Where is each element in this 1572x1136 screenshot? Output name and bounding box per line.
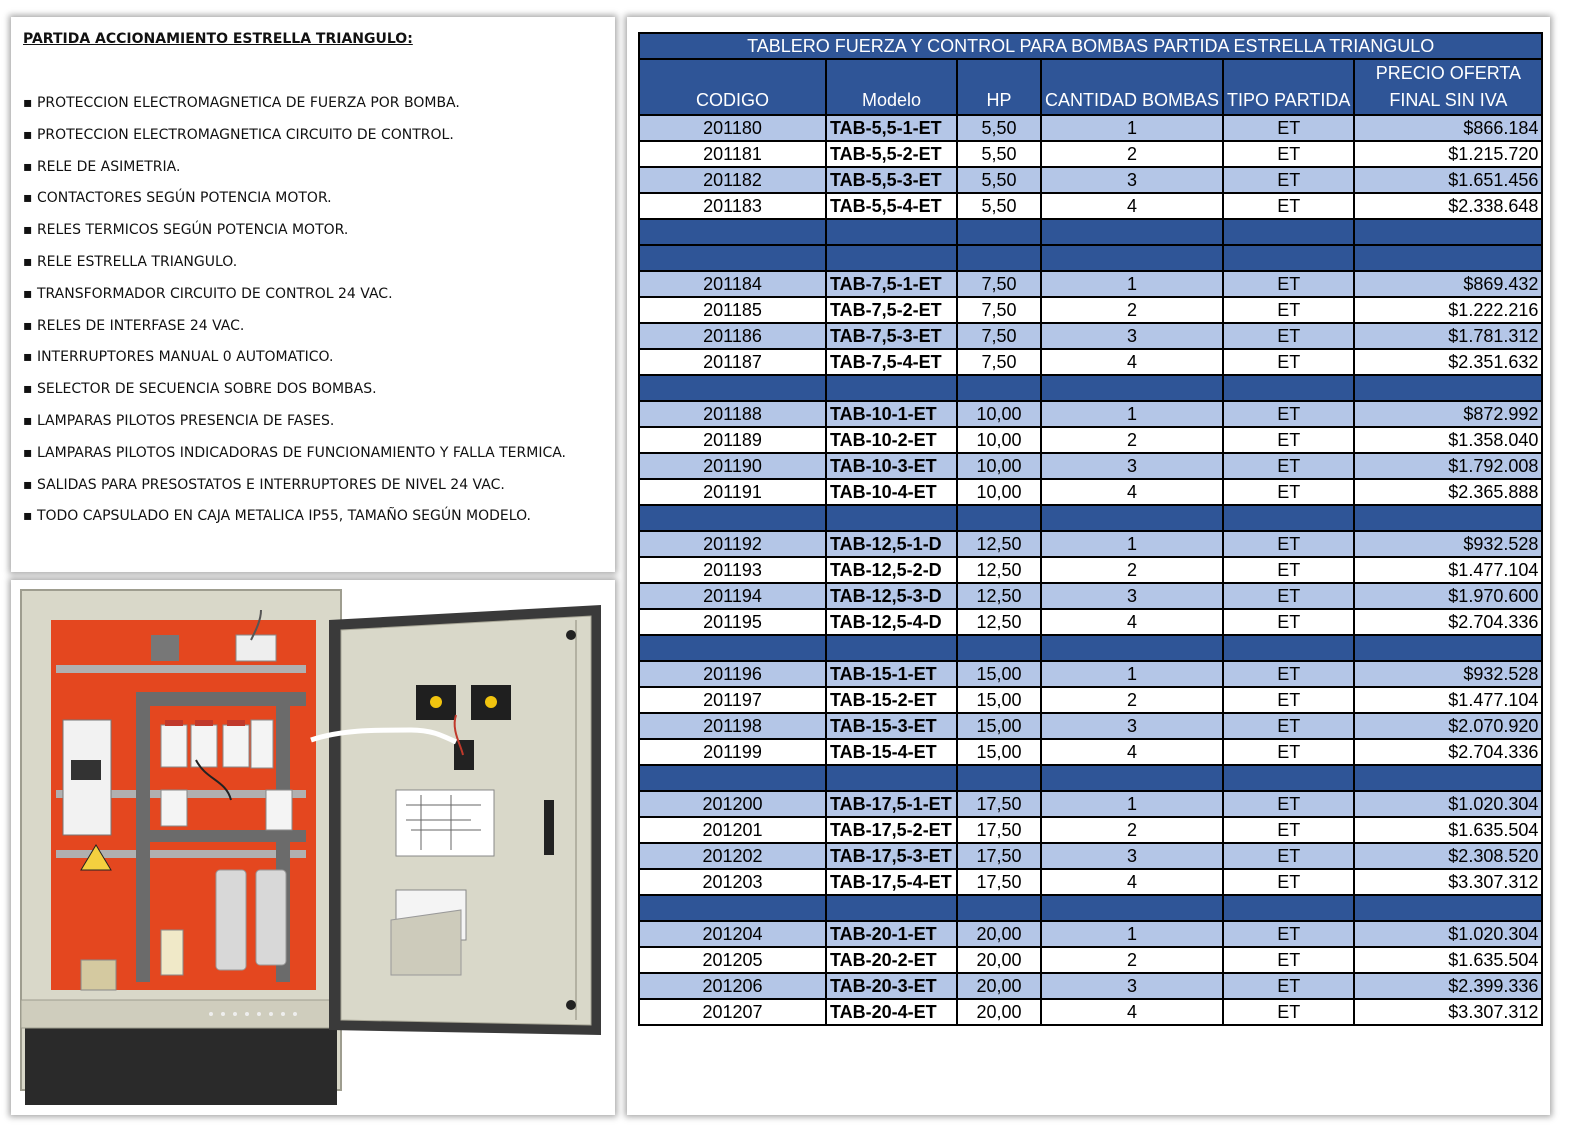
separator-cell bbox=[1041, 895, 1223, 921]
separator-cell bbox=[1041, 765, 1223, 791]
cell-cantidad: 3 bbox=[1041, 583, 1223, 609]
separator-cell bbox=[1354, 505, 1542, 531]
cell-hp: 15,00 bbox=[957, 661, 1041, 687]
spec-item: ▪ CONTACTORES SEGÚN POTENCIA MOTOR. bbox=[23, 190, 332, 207]
cell-cantidad: 4 bbox=[1041, 999, 1223, 1025]
table-row bbox=[639, 427, 1542, 453]
cell-hp: 5,50 bbox=[957, 167, 1041, 193]
cell-modelo: TAB-7,5-2-ET bbox=[826, 297, 957, 323]
cell-precio: $1.635.504 bbox=[1354, 947, 1542, 973]
cell-precio: $2.070.920 bbox=[1354, 713, 1542, 739]
cell-cantidad: 2 bbox=[1041, 947, 1223, 973]
separator-cell bbox=[1223, 219, 1354, 245]
cell-precio: $3.307.312 bbox=[1354, 869, 1542, 895]
cell-modelo: TAB-15-2-ET bbox=[826, 687, 957, 713]
spec-item: ▪ INTERRUPTORES MANUAL 0 AUTOMATICO. bbox=[23, 349, 334, 366]
table-row bbox=[639, 479, 1542, 505]
cell-cantidad: 3 bbox=[1041, 323, 1223, 349]
table-title: TABLERO FUERZA Y CONTROL PARA BOMBAS PARTIDA ESTRELLA TRIANGULO bbox=[639, 33, 1542, 59]
table-row bbox=[639, 973, 1542, 999]
cell-precio: $1.792.008 bbox=[1354, 453, 1542, 479]
cell-codigo: 201196 bbox=[639, 661, 826, 687]
cell-hp: 7,50 bbox=[957, 271, 1041, 297]
cell-hp: 17,50 bbox=[957, 817, 1041, 843]
header-hp: HP bbox=[957, 59, 1041, 115]
header-precio bbox=[1354, 59, 1542, 115]
cell-precio: $1.477.104 bbox=[1354, 557, 1542, 583]
separator-cell bbox=[826, 245, 957, 271]
separator-cell bbox=[1354, 895, 1542, 921]
cell-tipo: ET bbox=[1223, 973, 1354, 999]
electrical-cabinet-image bbox=[11, 580, 615, 1115]
cell-tipo: ET bbox=[1223, 115, 1354, 141]
cell-codigo: 201201 bbox=[639, 817, 826, 843]
cell-hp: 10,00 bbox=[957, 427, 1041, 453]
cell-tipo: ET bbox=[1223, 817, 1354, 843]
cell-codigo: 201194 bbox=[639, 583, 826, 609]
table-row bbox=[639, 921, 1542, 947]
separator-cell bbox=[1041, 245, 1223, 271]
cell-tipo: ET bbox=[1223, 947, 1354, 973]
cell-precio: $3.307.312 bbox=[1354, 999, 1542, 1025]
cell-precio: $869.432 bbox=[1354, 271, 1542, 297]
cell-hp: 10,00 bbox=[957, 401, 1041, 427]
cell-precio: $1.215.720 bbox=[1354, 141, 1542, 167]
cell-cantidad: 1 bbox=[1041, 661, 1223, 687]
cell-hp: 5,50 bbox=[957, 193, 1041, 219]
cell-codigo: 201191 bbox=[639, 479, 826, 505]
cell-hp: 20,00 bbox=[957, 921, 1041, 947]
cell-codigo: 201199 bbox=[639, 739, 826, 765]
spec-item: ▪ TODO CAPSULADO EN CAJA METALICA IP55, TAMAÑO SEGÚN MODELO. bbox=[23, 508, 531, 525]
cell-cantidad: 2 bbox=[1041, 427, 1223, 453]
separator-row bbox=[639, 635, 1542, 661]
table-row bbox=[639, 713, 1542, 739]
cell-precio: $1.477.104 bbox=[1354, 687, 1542, 713]
table-row bbox=[639, 661, 1542, 687]
cell-modelo: TAB-20-1-ET bbox=[826, 921, 957, 947]
cell-hp: 15,00 bbox=[957, 739, 1041, 765]
separator-row bbox=[639, 219, 1542, 245]
cell-modelo: TAB-20-2-ET bbox=[826, 947, 957, 973]
cell-modelo: TAB-5,5-4-ET bbox=[826, 193, 957, 219]
cell-codigo: 201190 bbox=[639, 453, 826, 479]
spec-list bbox=[23, 93, 566, 538]
cell-tipo: ET bbox=[1223, 167, 1354, 193]
spec-item: ▪ LAMPARAS PILOTOS PRESENCIA DE FASES. bbox=[23, 412, 335, 429]
cell-modelo: TAB-12,5-2-D bbox=[826, 557, 957, 583]
separator-cell bbox=[1041, 505, 1223, 531]
cell-tipo: ET bbox=[1223, 531, 1354, 557]
cell-hp: 7,50 bbox=[957, 349, 1041, 375]
cell-cantidad: 4 bbox=[1041, 349, 1223, 375]
table-row bbox=[639, 271, 1542, 297]
separator-cell bbox=[826, 505, 957, 531]
cell-precio: $1.970.600 bbox=[1354, 583, 1542, 609]
cell-modelo: TAB-7,5-3-ET bbox=[826, 323, 957, 349]
cell-hp: 20,00 bbox=[957, 947, 1041, 973]
separator-cell bbox=[826, 895, 957, 921]
separator-cell bbox=[1041, 375, 1223, 401]
cell-tipo: ET bbox=[1223, 323, 1354, 349]
separator-cell bbox=[1223, 375, 1354, 401]
cell-hp: 5,50 bbox=[957, 115, 1041, 141]
cell-cantidad: 1 bbox=[1041, 115, 1223, 141]
cell-modelo: TAB-17,5-1-ET bbox=[826, 791, 957, 817]
cell-tipo: ET bbox=[1223, 739, 1354, 765]
cell-precio: $2.351.632 bbox=[1354, 349, 1542, 375]
cell-codigo: 201188 bbox=[639, 401, 826, 427]
cell-cantidad: 2 bbox=[1041, 297, 1223, 323]
cell-modelo: TAB-17,5-4-ET bbox=[826, 869, 957, 895]
separator-cell bbox=[639, 219, 826, 245]
cell-cantidad: 4 bbox=[1041, 869, 1223, 895]
separator-cell bbox=[1223, 635, 1354, 661]
cell-tipo: ET bbox=[1223, 427, 1354, 453]
separator-cell bbox=[826, 375, 957, 401]
separator-cell bbox=[957, 895, 1041, 921]
cell-modelo: TAB-10-1-ET bbox=[826, 401, 957, 427]
cell-codigo: 201202 bbox=[639, 843, 826, 869]
separator-cell bbox=[1223, 505, 1354, 531]
separator-cell bbox=[957, 245, 1041, 271]
table-row bbox=[639, 947, 1542, 973]
table-row bbox=[639, 791, 1542, 817]
cell-tipo: ET bbox=[1223, 999, 1354, 1025]
cell-cantidad: 3 bbox=[1041, 167, 1223, 193]
cell-modelo: TAB-5,5-2-ET bbox=[826, 141, 957, 167]
separator-cell bbox=[639, 245, 826, 271]
separator-row bbox=[639, 765, 1542, 791]
cell-cantidad: 3 bbox=[1041, 973, 1223, 999]
separator-cell bbox=[1354, 375, 1542, 401]
cell-codigo: 201185 bbox=[639, 297, 826, 323]
separator-cell bbox=[1041, 635, 1223, 661]
cell-hp: 15,00 bbox=[957, 687, 1041, 713]
table-row bbox=[639, 869, 1542, 895]
cell-precio: $1.781.312 bbox=[1354, 323, 1542, 349]
cell-precio: $1.222.216 bbox=[1354, 297, 1542, 323]
cell-hp: 20,00 bbox=[957, 999, 1041, 1025]
cell-tipo: ET bbox=[1223, 791, 1354, 817]
cell-tipo: ET bbox=[1223, 193, 1354, 219]
cell-modelo: TAB-17,5-2-ET bbox=[826, 817, 957, 843]
separator-cell bbox=[957, 219, 1041, 245]
cell-codigo: 201200 bbox=[639, 791, 826, 817]
cell-cantidad: 4 bbox=[1041, 479, 1223, 505]
cell-precio: $866.184 bbox=[1354, 115, 1542, 141]
cell-precio: $932.528 bbox=[1354, 531, 1542, 557]
separator-cell bbox=[1223, 765, 1354, 791]
cell-codigo: 201207 bbox=[639, 999, 826, 1025]
table-row bbox=[639, 739, 1542, 765]
cell-precio: $2.704.336 bbox=[1354, 739, 1542, 765]
photo-card bbox=[11, 580, 615, 1115]
separator-cell bbox=[957, 635, 1041, 661]
cell-hp: 17,50 bbox=[957, 843, 1041, 869]
table-row bbox=[639, 843, 1542, 869]
spec-card bbox=[11, 17, 615, 572]
cell-codigo: 201181 bbox=[639, 141, 826, 167]
header-codigo: CODIGO bbox=[639, 59, 826, 115]
table-row bbox=[639, 687, 1542, 713]
cell-modelo: TAB-20-3-ET bbox=[826, 973, 957, 999]
header-modelo: Modelo bbox=[826, 59, 957, 115]
cell-cantidad: 2 bbox=[1041, 141, 1223, 167]
cell-modelo: TAB-15-3-ET bbox=[826, 713, 957, 739]
cell-cantidad: 4 bbox=[1041, 609, 1223, 635]
cell-hp: 10,00 bbox=[957, 479, 1041, 505]
separator-cell bbox=[639, 505, 826, 531]
separator-cell bbox=[957, 765, 1041, 791]
header-precio-line2: FINAL SIN IVA bbox=[1389, 90, 1508, 110]
spec-item: ▪ RELES DE INTERFASE 24 VAC. bbox=[23, 317, 245, 334]
cell-codigo: 201189 bbox=[639, 427, 826, 453]
cell-codigo: 201205 bbox=[639, 947, 826, 973]
cell-modelo: TAB-5,5-3-ET bbox=[826, 167, 957, 193]
cell-modelo: TAB-10-4-ET bbox=[826, 479, 957, 505]
header-tipo-partida: TIPO PARTIDA bbox=[1223, 59, 1354, 115]
table-row bbox=[639, 531, 1542, 557]
cell-tipo: ET bbox=[1223, 557, 1354, 583]
cell-hp: 10,00 bbox=[957, 453, 1041, 479]
cell-codigo: 201183 bbox=[639, 193, 826, 219]
cell-codigo: 201186 bbox=[639, 323, 826, 349]
cell-cantidad: 3 bbox=[1041, 713, 1223, 739]
separator-cell bbox=[1354, 245, 1542, 271]
separator-cell bbox=[826, 219, 957, 245]
cell-hp: 20,00 bbox=[957, 973, 1041, 999]
cell-tipo: ET bbox=[1223, 713, 1354, 739]
cell-modelo: TAB-5,5-1-ET bbox=[826, 115, 957, 141]
cell-modelo: TAB-20-4-ET bbox=[826, 999, 957, 1025]
table-row bbox=[639, 453, 1542, 479]
spec-item: ▪ LAMPARAS PILOTOS INDICADORAS DE FUNCIONAMIENTO Y FALLA TERMICA. bbox=[23, 444, 567, 461]
table-row bbox=[639, 349, 1542, 375]
cell-tipo: ET bbox=[1223, 869, 1354, 895]
cell-codigo: 201197 bbox=[639, 687, 826, 713]
cell-hp: 17,50 bbox=[957, 869, 1041, 895]
table-row bbox=[639, 817, 1542, 843]
cell-tipo: ET bbox=[1223, 843, 1354, 869]
cell-hp: 7,50 bbox=[957, 323, 1041, 349]
separator-cell bbox=[1354, 219, 1542, 245]
table-row bbox=[639, 557, 1542, 583]
cell-codigo: 201187 bbox=[639, 349, 826, 375]
separator-cell bbox=[639, 895, 826, 921]
cell-modelo: TAB-12,5-4-D bbox=[826, 609, 957, 635]
table-row bbox=[639, 999, 1542, 1025]
cell-codigo: 201184 bbox=[639, 271, 826, 297]
cell-tipo: ET bbox=[1223, 401, 1354, 427]
cell-precio: $1.358.040 bbox=[1354, 427, 1542, 453]
cell-precio: $1.651.456 bbox=[1354, 167, 1542, 193]
separator-cell bbox=[639, 635, 826, 661]
cell-modelo: TAB-10-2-ET bbox=[826, 427, 957, 453]
cell-tipo: ET bbox=[1223, 661, 1354, 687]
cell-hp: 12,50 bbox=[957, 531, 1041, 557]
spec-item: ▪ RELE DE ASIMETRIA. bbox=[23, 158, 181, 175]
cell-codigo: 201192 bbox=[639, 531, 826, 557]
separator-cell bbox=[826, 765, 957, 791]
separator-row bbox=[639, 895, 1542, 921]
cell-tipo: ET bbox=[1223, 141, 1354, 167]
cell-tipo: ET bbox=[1223, 349, 1354, 375]
cell-codigo: 201203 bbox=[639, 869, 826, 895]
table-body bbox=[639, 115, 1542, 1025]
spec-item: ▪ RELES TERMICOS SEGÚN POTENCIA MOTOR. bbox=[23, 222, 349, 239]
spec-item: ▪ TRANSFORMADOR CIRCUITO DE CONTROL 24 VAC. bbox=[23, 285, 393, 302]
cell-cantidad: 1 bbox=[1041, 921, 1223, 947]
table-row bbox=[639, 323, 1542, 349]
cell-hp: 15,00 bbox=[957, 713, 1041, 739]
separator-cell bbox=[826, 635, 957, 661]
spec-item: ▪ SELECTOR DE SECUENCIA SOBRE DOS BOMBAS. bbox=[23, 381, 377, 398]
cell-hp: 17,50 bbox=[957, 791, 1041, 817]
cell-hp: 7,50 bbox=[957, 297, 1041, 323]
table-row bbox=[639, 609, 1542, 635]
cell-cantidad: 2 bbox=[1041, 557, 1223, 583]
cell-cantidad: 2 bbox=[1041, 687, 1223, 713]
cell-precio: $2.704.336 bbox=[1354, 609, 1542, 635]
separator-cell bbox=[1223, 245, 1354, 271]
cell-codigo: 201180 bbox=[639, 115, 826, 141]
table-row bbox=[639, 401, 1542, 427]
cell-modelo: TAB-10-3-ET bbox=[826, 453, 957, 479]
cell-hp: 12,50 bbox=[957, 609, 1041, 635]
table-row bbox=[639, 141, 1542, 167]
cell-cantidad: 1 bbox=[1041, 401, 1223, 427]
header-cantidad-bombas: CANTIDAD BOMBAS bbox=[1041, 59, 1223, 115]
table-row bbox=[639, 167, 1542, 193]
separator-cell bbox=[957, 375, 1041, 401]
spec-item: ▪ SALIDAS PARA PRESOSTATOS E INTERRUPTORES DE NIVEL 24 VAC. bbox=[23, 476, 505, 493]
separator-cell bbox=[1354, 765, 1542, 791]
cell-precio: $1.635.504 bbox=[1354, 817, 1542, 843]
cell-precio: $2.338.648 bbox=[1354, 193, 1542, 219]
cell-tipo: ET bbox=[1223, 453, 1354, 479]
cell-modelo: TAB-12,5-1-D bbox=[826, 531, 957, 557]
cell-codigo: 201206 bbox=[639, 973, 826, 999]
separator-cell bbox=[957, 505, 1041, 531]
cell-modelo: TAB-12,5-3-D bbox=[826, 583, 957, 609]
separator-row bbox=[639, 375, 1542, 401]
cell-modelo: TAB-15-4-ET bbox=[826, 739, 957, 765]
cell-codigo: 201195 bbox=[639, 609, 826, 635]
cell-precio: $2.308.520 bbox=[1354, 843, 1542, 869]
cell-modelo: TAB-15-1-ET bbox=[826, 661, 957, 687]
cell-codigo: 201182 bbox=[639, 167, 826, 193]
separator-row bbox=[639, 245, 1542, 271]
cell-tipo: ET bbox=[1223, 921, 1354, 947]
cell-modelo: TAB-17,5-3-ET bbox=[826, 843, 957, 869]
cell-modelo: TAB-7,5-1-ET bbox=[826, 271, 957, 297]
cell-cantidad: 1 bbox=[1041, 271, 1223, 297]
table-row bbox=[639, 583, 1542, 609]
cell-precio: $1.020.304 bbox=[1354, 791, 1542, 817]
price-table-card bbox=[627, 17, 1550, 1115]
cell-precio: $872.992 bbox=[1354, 401, 1542, 427]
spec-item: ▪ RELE ESTRELLA TRIANGULO. bbox=[23, 253, 238, 270]
cell-tipo: ET bbox=[1223, 297, 1354, 323]
separator-cell bbox=[639, 765, 826, 791]
cell-tipo: ET bbox=[1223, 479, 1354, 505]
spec-item: ▪ PROTECCION ELECTROMAGNETICA CIRCUITO DE CONTROL. bbox=[23, 126, 454, 143]
cell-cantidad: 1 bbox=[1041, 791, 1223, 817]
cell-codigo: 201204 bbox=[639, 921, 826, 947]
table-row bbox=[639, 297, 1542, 323]
cell-cantidad: 3 bbox=[1041, 843, 1223, 869]
separator-cell bbox=[639, 375, 826, 401]
cell-precio: $2.365.888 bbox=[1354, 479, 1542, 505]
cell-modelo: TAB-7,5-4-ET bbox=[826, 349, 957, 375]
cell-tipo: ET bbox=[1223, 687, 1354, 713]
table-row bbox=[639, 115, 1542, 141]
separator-cell bbox=[1223, 895, 1354, 921]
cell-cantidad: 1 bbox=[1041, 531, 1223, 557]
cell-tipo: ET bbox=[1223, 271, 1354, 297]
cell-cantidad: 3 bbox=[1041, 453, 1223, 479]
cell-codigo: 201193 bbox=[639, 557, 826, 583]
cell-codigo: 201198 bbox=[639, 713, 826, 739]
cell-tipo: ET bbox=[1223, 609, 1354, 635]
spec-title: PARTIDA ACCIONAMIENTO ESTRELLA TRIANGULO: bbox=[23, 31, 413, 47]
cell-precio: $2.399.336 bbox=[1354, 973, 1542, 999]
separator-row bbox=[639, 505, 1542, 531]
table-header-row bbox=[639, 59, 1542, 115]
cell-cantidad: 4 bbox=[1041, 739, 1223, 765]
header-precio-line1: PRECIO OFERTA bbox=[1375, 63, 1522, 83]
spec-item: ▪ PROTECCION ELECTROMAGNETICA DE FUERZA POR BOMBA. bbox=[23, 95, 460, 111]
cell-precio: $1.020.304 bbox=[1354, 921, 1542, 947]
cell-hp: 12,50 bbox=[957, 557, 1041, 583]
cell-tipo: ET bbox=[1223, 583, 1354, 609]
cell-cantidad: 2 bbox=[1041, 817, 1223, 843]
cell-hp: 12,50 bbox=[957, 583, 1041, 609]
cell-cantidad: 4 bbox=[1041, 193, 1223, 219]
price-table bbox=[638, 32, 1543, 1026]
separator-cell bbox=[1041, 219, 1223, 245]
table-row bbox=[639, 193, 1542, 219]
separator-cell bbox=[1354, 635, 1542, 661]
cell-precio: $932.528 bbox=[1354, 661, 1542, 687]
cell-hp: 5,50 bbox=[957, 141, 1041, 167]
